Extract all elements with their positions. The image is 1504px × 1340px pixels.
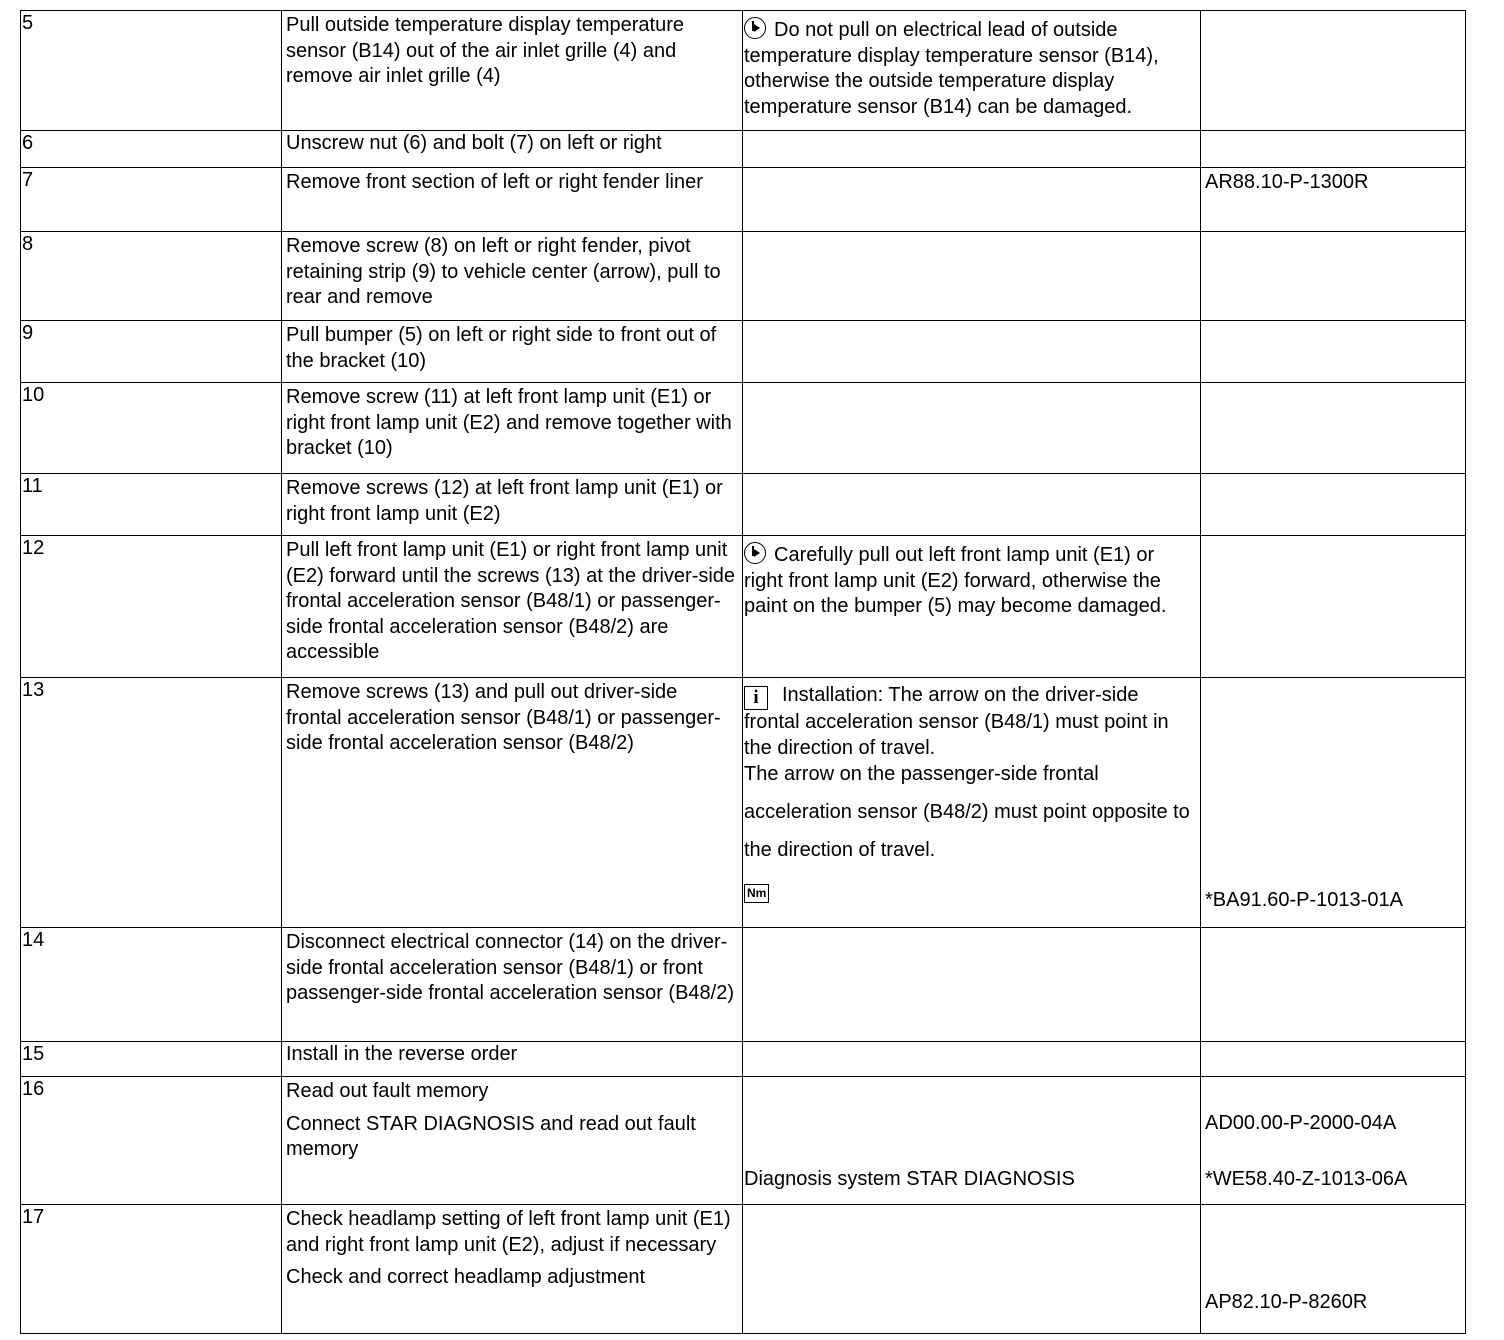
step-reference: AR88.10-P-1300R [1201, 168, 1466, 232]
step-reference [1201, 536, 1466, 678]
table-row [21, 536, 1466, 678]
step-action: Pull left front lamp unit (E1) or right front lamp unit (E2) forward until the screws (13) at the driver-side frontal acceleration sensor (B48/1) or passenger-side frontal acceleration sensor (B48/2) are accessible [282, 536, 743, 678]
step-action: Install in the reverse order [282, 1042, 743, 1077]
step-reference [1201, 1077, 1466, 1205]
step-action: Unscrew nut (6) and bolt (7) on left or right [282, 131, 743, 168]
step-note [743, 1042, 1201, 1077]
table-row [21, 678, 1466, 928]
table-row [21, 1205, 1466, 1334]
step-note [743, 1077, 1201, 1205]
note-text: Carefully pull out left front lamp unit (E1) or right front lamp unit (E2) forward, otherwise the paint on the bumper (5) may become damaged. [744, 544, 1167, 617]
table-row [21, 928, 1466, 1042]
note-text: Diagnosis system STAR DIAGNOSIS [744, 1167, 1075, 1190]
step-reference [1201, 232, 1466, 321]
step-note [743, 536, 1201, 678]
reference-text: AD00.00-P-2000-04A [1205, 1112, 1397, 1134]
table-row [21, 1077, 1466, 1205]
step-reference [1201, 678, 1466, 928]
step-number: 17 [21, 1205, 282, 1334]
step-number: 13 [21, 678, 282, 928]
step-number: 10 [21, 383, 282, 474]
step-action: Pull outside temperature display temperature sensor (B14) out of the air inlet grille (4) and remove air inlet grille (4) [282, 11, 743, 131]
step-note [743, 928, 1201, 1042]
step-reference [1201, 1042, 1466, 1077]
step-note [743, 11, 1201, 131]
step-reference [1201, 928, 1466, 1042]
action-text: Read out fault memory [286, 1080, 489, 1102]
step-number: 9 [21, 321, 282, 383]
step-action: Remove front section of left or right fender liner [282, 168, 743, 232]
step-number: 5 [21, 11, 282, 131]
step-action: Disconnect electrical connector (14) on the driver-side frontal acceleration sensor (B48/1) or front passenger-side frontal acceleration sensor (B48/2) [282, 928, 743, 1042]
step-number: 7 [21, 168, 282, 232]
table-row [21, 321, 1466, 383]
step-action: Remove screws (13) and pull out driver-side frontal acceleration sensor (B48/1) or passenger-side frontal acceleration sensor (B48/2) [282, 678, 743, 928]
step-reference [1201, 11, 1466, 131]
step-number: 12 [21, 536, 282, 678]
note-text: Installation: The arrow on the driver-side frontal acceleration sensor (B48/1) must point in the direction of travel. [744, 684, 1169, 759]
step-note [743, 168, 1201, 232]
table-row [21, 383, 1466, 474]
caution-icon [744, 542, 766, 564]
table-row [21, 474, 1466, 536]
step-reference [1201, 1205, 1466, 1334]
step-reference [1201, 321, 1466, 383]
step-action: Remove screw (8) on left or right fender, pivot retaining strip (9) to vehicle center (arrow), pull to rear and remove [282, 232, 743, 321]
reference-text-2: *WE58.40-Z-1013-06A [1205, 1167, 1408, 1190]
step-reference [1201, 474, 1466, 536]
step-number: 11 [21, 474, 282, 536]
step-reference [1201, 131, 1466, 168]
step-number: 6 [21, 131, 282, 168]
note-block [744, 683, 1196, 761]
step-number: 14 [21, 928, 282, 1042]
step-note [743, 678, 1201, 928]
step-note [743, 321, 1201, 383]
reference-text: *BA91.60-P-1013-01A [1205, 888, 1403, 911]
table-row [21, 232, 1466, 321]
step-number: 16 [21, 1077, 282, 1205]
step-number: 8 [21, 232, 282, 321]
reference-text: AP82.10-P-8260R [1205, 1290, 1368, 1313]
caution-icon [744, 17, 766, 39]
step-note [743, 1205, 1201, 1334]
step-number: 15 [21, 1042, 282, 1077]
table-row [21, 11, 1466, 131]
step-action: Remove screws (12) at left front lamp unit (E1) or right front lamp unit (E2) [282, 474, 743, 536]
info-icon: i [744, 686, 768, 710]
step-note [743, 232, 1201, 321]
action-text-2: Check and correct headlamp adjustment [286, 1266, 646, 1288]
step-action: Remove screw (11) at left front lamp unit (E1) or right front lamp unit (E2) and remove together with bracket (10) [282, 383, 743, 474]
table-row [21, 168, 1466, 232]
step-note [743, 474, 1201, 536]
step-action: Pull bumper (5) on left or right side to front out of the bracket (10) [282, 321, 743, 383]
note-text-2: The arrow on the passenger-side frontal acceleration sensor (B48/2) must point opposite to the direction of travel. [744, 763, 1190, 861]
action-text: Check headlamp setting of left front lamp unit (E1) and right front lamp unit (E2), adjust if necessary [286, 1208, 731, 1256]
step-note [743, 383, 1201, 474]
note-text: Do not pull on electrical lead of outside temperature display temperature sensor (B14), otherwise the outside temperature display temperature sensor (B14) can be damaged. [744, 19, 1159, 118]
action-text-2: Connect STAR DIAGNOSIS and read out fault memory [286, 1112, 696, 1160]
step-note [743, 131, 1201, 168]
torque-block [744, 879, 1196, 905]
step-action [282, 1205, 743, 1334]
table-row [21, 1042, 1466, 1077]
procedure-table [20, 10, 1466, 1334]
table-row [21, 131, 1466, 168]
step-action [282, 1077, 743, 1205]
torque-nm-icon: Nm [744, 884, 769, 903]
step-reference [1201, 383, 1466, 474]
